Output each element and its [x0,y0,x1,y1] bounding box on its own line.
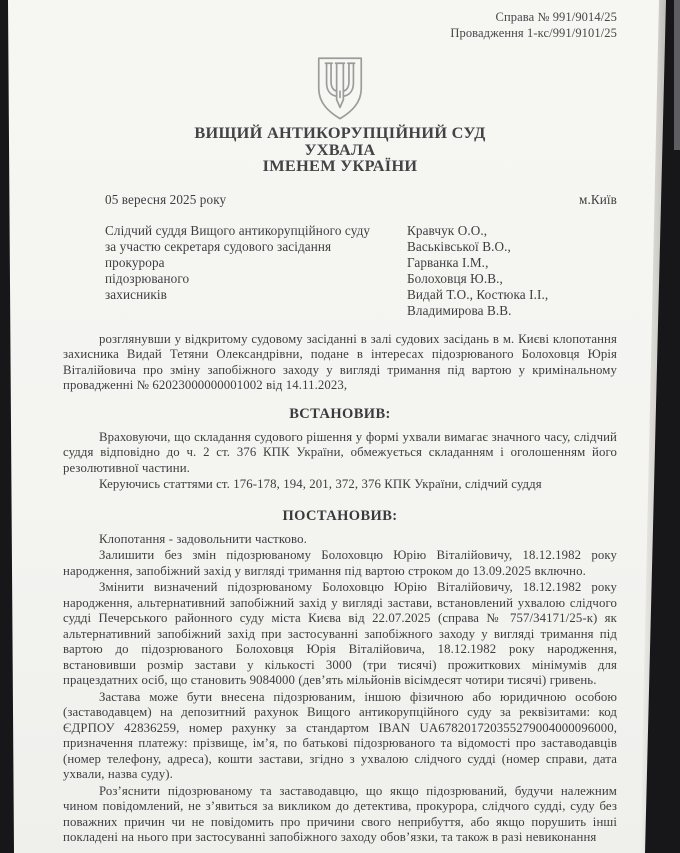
participant-role: підозрюваного [105,270,190,286]
document-type: УХВАЛА [304,139,376,159]
case-reference [63,0,617,41]
established-heading: ВСТАНОВИВ: [289,405,391,422]
document-content [63,0,617,846]
court-name: ВИЩИЙ АНТИКОРУПЦІЙНИЙ СУД [194,123,486,142]
participant-row [63,271,617,287]
resolved-paragraph: Роз’яснити підозрюваному та заставодавцю, що якщо підозрюваний, будучи належним чином повідомлений, не з’явиться за викликом до детектива, прокурора, слідчого судді, суду без поважних причин чи не повідомить про причини свого неприбуття, або якщо порушить інші покладені на нього при застосуванні запобіжного заходу обов’язки, та також в разі невиконання [63,783,617,844]
participant-name: Кравчук О.О., [407,222,488,238]
participant-name: Видай Т.О., Костюка І.І., [407,286,549,302]
participant-role: за участю секретаря судового засідання [105,238,332,254]
proceeding-number: Провадження 1-кс/991/9101/25 [450,26,617,40]
participant-row [63,223,617,239]
established-paragraph: Враховуючи, що складання судового рішення у формі ухвали вимагає значного часу, слідчий суддя відповідно до ч. 2 ст. 376 КПК України, обмежується складанням і оголошенням його резолютивної частини. [63,429,617,475]
document-title-block [63,125,617,175]
participant-role: захисників [105,286,167,302]
case-number: Справа № 991/9014/25 [495,10,617,24]
in-the-name-of: ІМЕНЕМ УКРАЇНИ [262,156,418,175]
intro-paragraph: розглянувши у відкритому судовому засіданні в залі судових засідань в м. Києві клопотання захисника Видай Тетяни Олександрівни, подане в інтересах підозрюваного Болоховця Юрія Віталійовича про зміну запобіжного заходу у вигляді тримання під вартою у кримінальному провадженні № 62023000000001002 від 14.11.2023, [63,331,617,392]
participant-role: прокурора [105,254,165,270]
emblem-container [63,56,617,122]
resolved-paragraph: Змінити визначений підозрюваному Болоховцю Юрію Віталійовичу, 18.12.1982 року народження, альтернативний запобіжний захід у вигляді застави, встановлений ухвалою слідчого судді Печерського районного суду міста Києва від 22.07.2025 (справа № 757/34171/25-к) як альтернативний запобіжний захід при застосуванні запобіжного заходу у вигляді тримання під вартою до підозрюваного Болоховця Юрія Віталійовича, 18.12.1982 року народження, встановивши розмір застави у кількості 3000 (три тисячі) прожиткових мінімумів для працездатних осіб, що становить 9084000 (дев’ять мільйонів вісімдесят чотири тисячі) гривень. [63,580,617,687]
photo-border-left [0,0,14,853]
participant-name: Болоховця Ю.В., [407,270,503,286]
dateline [63,192,617,208]
decision-city: м.Київ [579,191,617,207]
participant-name: Васьківської В.О., [407,238,511,254]
resolved-paragraph: Залишити без змін підозрюваному Болоховцю Юрію Віталійовичу, 18.12.1982 року народження, запобіжний захід у вигляді тримання під вартою строком до 13.09.2025 включно. [63,548,617,578]
decision-date: 05 вересня 2025 року [105,191,227,207]
participant-name: Гарванка І.М., [407,254,489,270]
participant-row [63,287,617,303]
ukraine-trident-emblem-icon [312,56,368,122]
participant-row [63,303,617,319]
participant-row [63,255,617,271]
resolved-paragraph: Клопотання - задовольнити частково. [99,531,307,546]
participant-name: Владимирова В.В. [407,302,512,318]
participant-row [63,239,617,255]
photo-border-corner [674,0,680,150]
participants-block [63,223,617,319]
participant-role: Слідчий суддя Вищого антикорупційного суду [105,222,371,238]
established-paragraph: Керуючись статтями ст. 176-178, 194, 201, 372, 376 КПК України, слідчий суддя [99,477,542,491]
resolved-heading: ПОСТАНОВИВ: [282,507,398,524]
resolved-paragraph: Застава може бути внесена підозрюваним, іншою фізичною або юридичною особою (заставодавцем) на депозитний рахунок Вищого антикорупційного суду за реквізитами: код ЄДРПОУ 42836259, номер рахунку за стандартом IBAN UA678201720355279004000096000, призначення платежу: прізвище, ім’я, по батькові підозрюваного та відомості про заставодавців (номер телефону, адреса), кошти застави, згідно з ухвалою слідчого судді (номер справи, дата ухвали, назва суду). [63,689,617,781]
